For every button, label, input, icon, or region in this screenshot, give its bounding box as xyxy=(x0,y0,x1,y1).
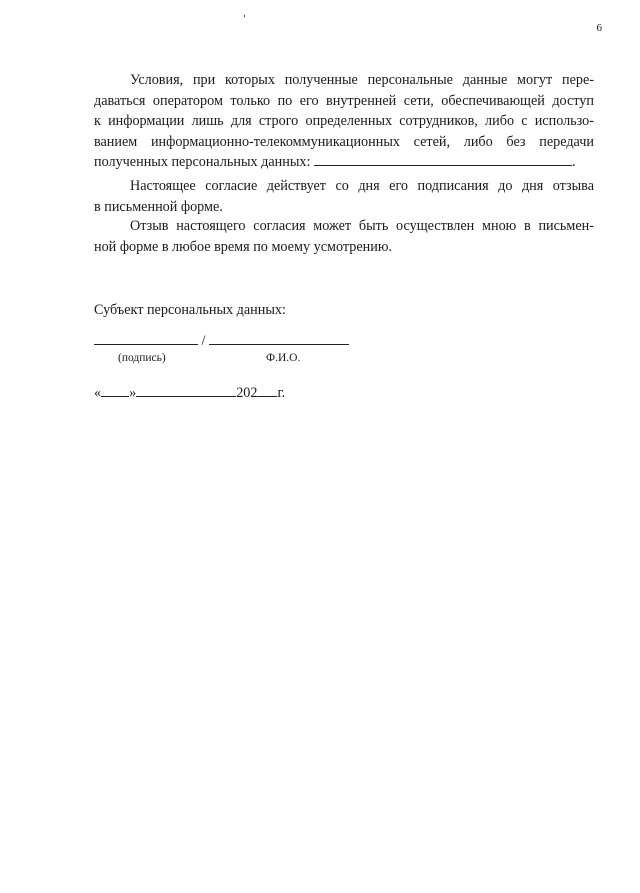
signature-field[interactable] xyxy=(94,332,198,345)
conditions-line-3: к информации лишь для строго определенных сотрудников, либо с использо- xyxy=(94,113,594,129)
subject-label: Субъект персональных данных: xyxy=(94,302,286,318)
signature-caption: (подпись) xyxy=(118,352,166,364)
revocation-line-2: ной форме в любое время по моему усмотрению. xyxy=(94,238,392,255)
conditions-line-4: ванием информационно-телекоммуникационных сетей, либо без передачи xyxy=(94,133,594,150)
day-field[interactable] xyxy=(101,384,129,397)
revocation-paragraph xyxy=(94,216,594,257)
year-field[interactable] xyxy=(257,384,277,397)
conditions-line-2: даваться оператором только по его внутренней сети, обеспечивающей доступ xyxy=(94,92,594,109)
year-prefix: 202 xyxy=(236,385,258,401)
conditions-paragraph xyxy=(94,70,594,173)
consent-line-2: в письменной форме. xyxy=(94,198,223,215)
name-caption: Ф.И.О. xyxy=(266,352,301,364)
month-field[interactable] xyxy=(136,384,236,397)
conditions-blank-field[interactable] xyxy=(314,153,572,166)
signature-row xyxy=(94,332,349,350)
scan-speck xyxy=(244,15,245,17)
consent-period-paragraph xyxy=(94,176,594,217)
page-number: 6 xyxy=(596,22,602,34)
year-suffix: г. xyxy=(277,385,286,401)
conditions-line-1: Условия, при которых полученные персональные данные могут пере- xyxy=(130,72,594,88)
date-close-quote: » xyxy=(129,385,137,401)
conditions-suffix: . xyxy=(571,154,576,170)
date-open-quote: « xyxy=(94,385,102,401)
conditions-prefix: полученных персональных данных: xyxy=(94,154,311,170)
signature-separator: / xyxy=(201,333,206,349)
full-name-field[interactable] xyxy=(209,332,349,345)
consent-line-1: Настоящее согласие действует со дня его подписания до дня отзыва xyxy=(130,178,594,194)
revocation-line-1: Отзыв настоящего согласия может быть осуществлен мною в письмен- xyxy=(130,218,594,234)
conditions-line-5 xyxy=(94,152,594,173)
date-row xyxy=(94,384,285,402)
